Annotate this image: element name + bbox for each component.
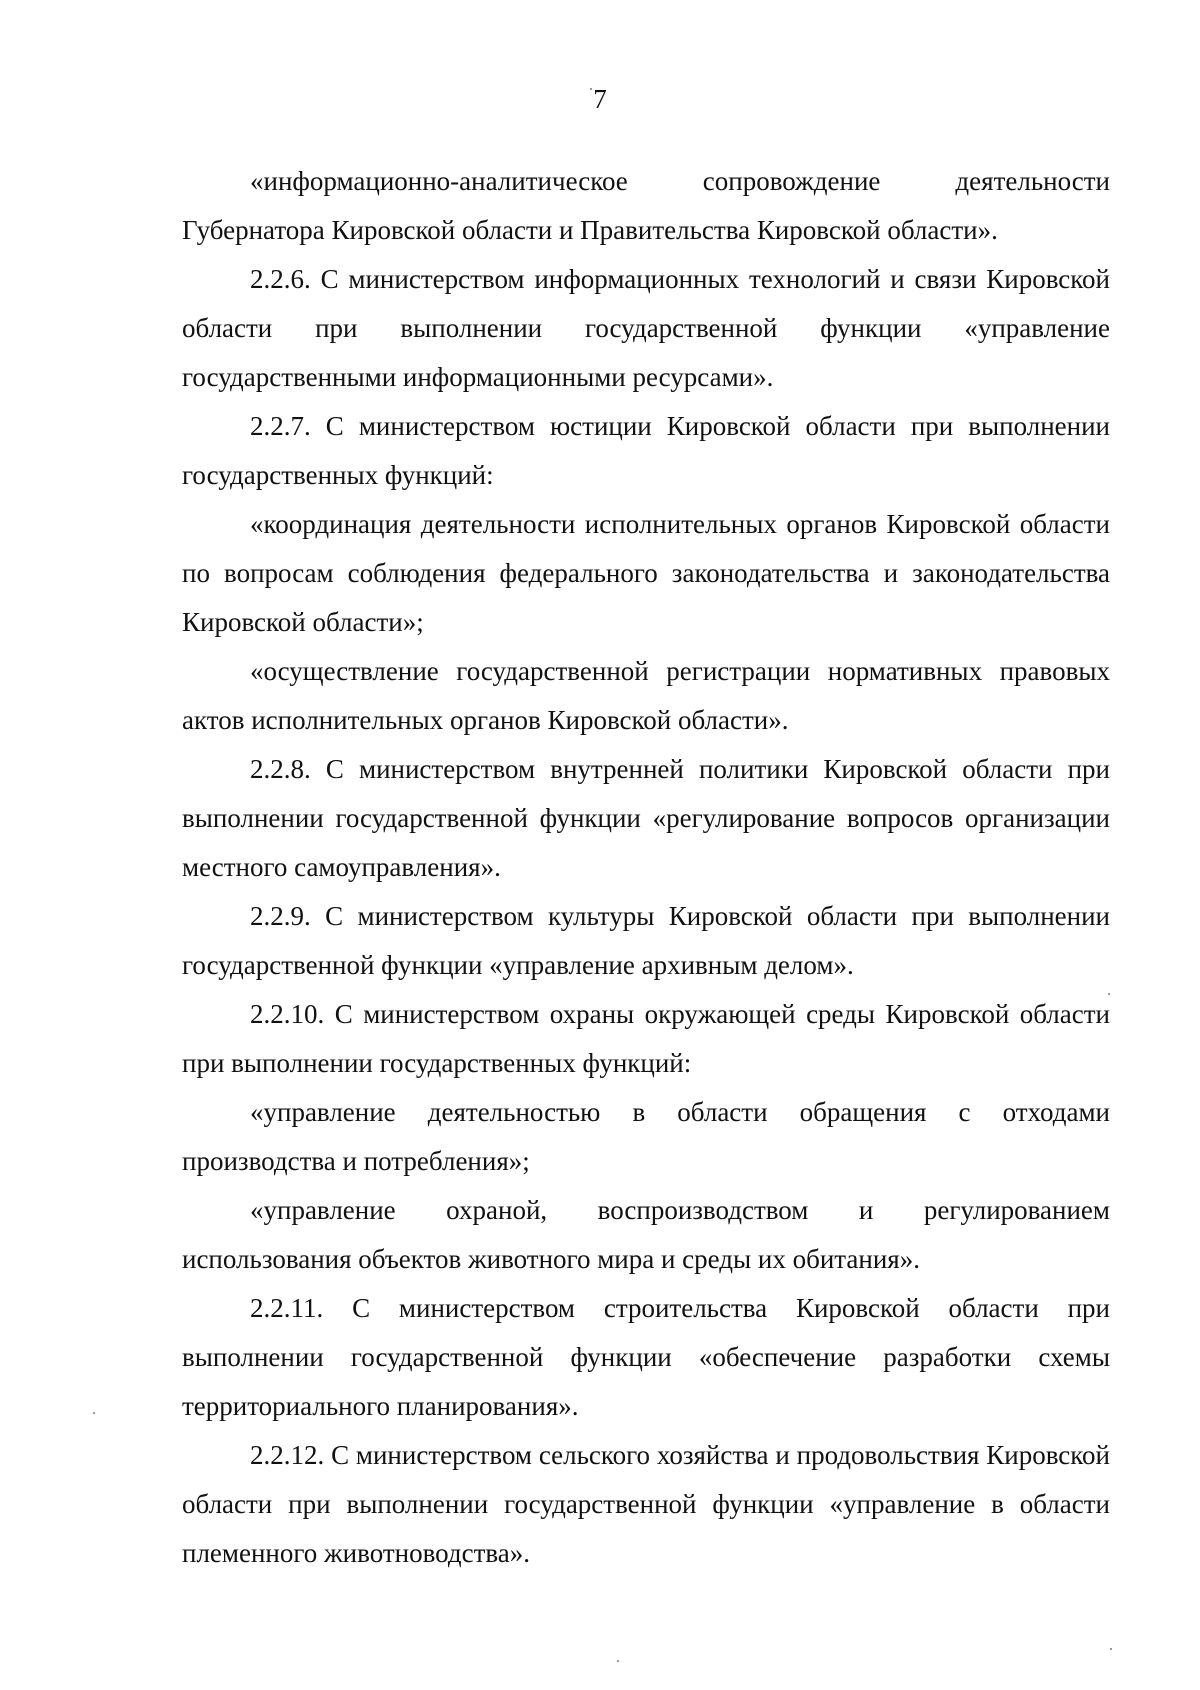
paragraph-2-2-7: 2.2.7. С министерством юстиции Кировской области при выполнении государственных функций: [182,411,1110,490]
paragraph-2-2-10-item-2: «управление охраной, воспроизводством и регулированием использования объектов животного мира и среды их обитания». [182,1195,1110,1274]
scan-speck [1108,993,1110,995]
paragraph-2-2-10-item-1: «управление деятельностью в области обращения с отходами производства и потребления»; [182,1097,1110,1176]
paragraph-2-2-7-item-1: «координация деятельности исполнительных органов Кировской области по вопросам соблюдения федерального законодательства и законодательства Кировской области»; [182,509,1110,637]
document-body [182,157,1110,1578]
scan-speck [617,1660,619,1662]
paragraph-2-2-10: 2.2.10. С министерством охраны окружающей среды Кировской области при выполнении государственных функций: [182,999,1110,1078]
paragraph-1: «информационно-аналитическое сопровождение деятельности Губернатора Кировской области и Правительства Кировской области». [182,166,1110,245]
scan-speck [93,1412,95,1414]
paragraph-2-2-8: 2.2.8. С министерством внутренней политики Кировской области при выполнении государственной функции «регулирование вопросов организации местного самоуправления». [182,754,1110,882]
scan-speck [590,88,592,90]
paragraph-2-2-7-item-2: «осуществление государственной регистрации нормативных правовых актов исполнительных органов Кировской области». [182,656,1110,735]
paragraph-2-2-11: 2.2.11. С министерством строительства Кировской области при выполнении государственной функции «обеспечение разработки схемы территориального планирования». [182,1293,1110,1421]
scan-speck [1110,1648,1112,1650]
page-number: 7 [593,84,607,114]
paragraph-2-2-9: 2.2.9. С министерством культуры Кировской области при выполнении государственной функции «управление архивным делом». [182,901,1110,980]
paragraph-2-2-12: 2.2.12. С министерством сельского хозяйства и продовольствия Кировской области при выполнении государственной функции «управление в области племенного животноводства». [182,1440,1110,1568]
paragraph-2-2-6: 2.2.6. С министерством информационных технологий и связи Кировской области при выполнении государственной функции «управление государственными информационными ресурсами». [182,264,1110,392]
